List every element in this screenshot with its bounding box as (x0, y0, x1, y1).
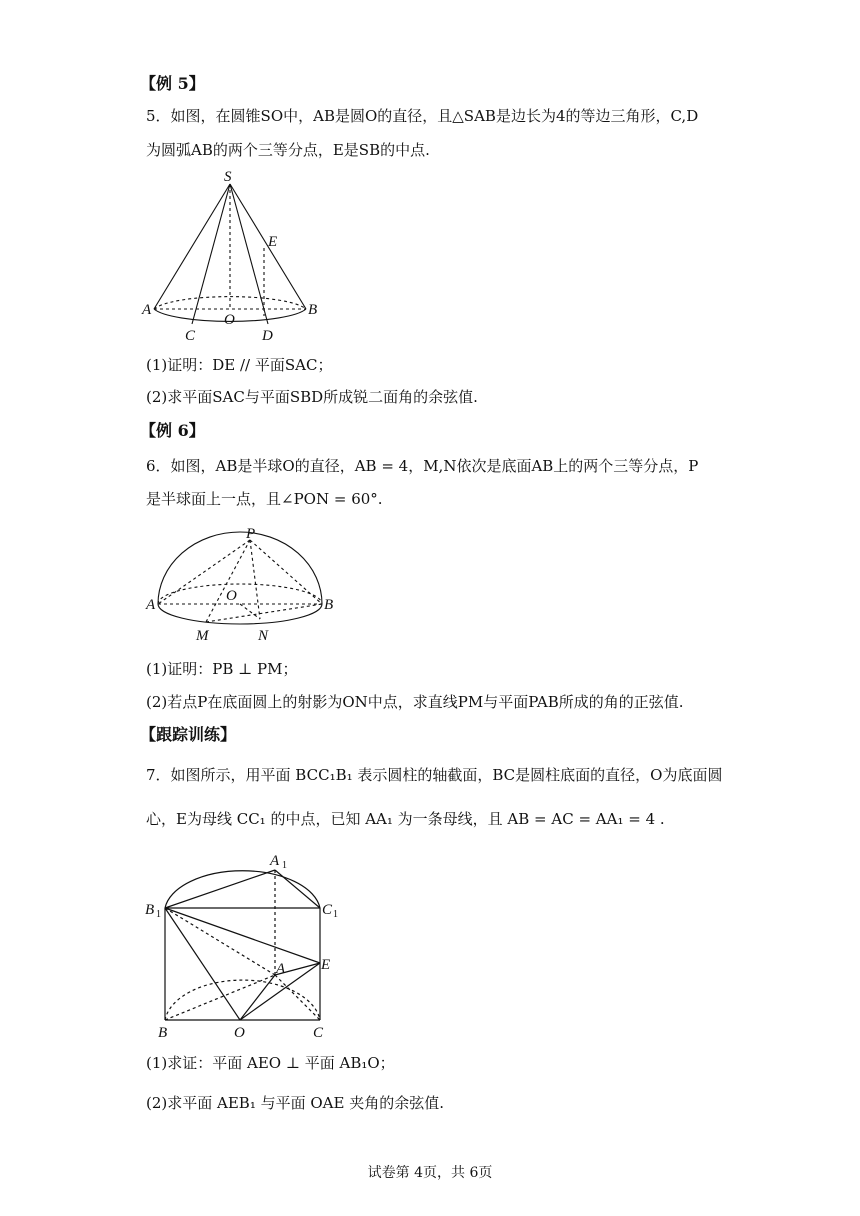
label-B1-subscript: 1 (156, 909, 161, 920)
example-5-heading: 【例 5】 (140, 74, 205, 93)
label-B1: B (145, 902, 155, 918)
ex6-part-1: (1)证明：PB ⊥ PM； (146, 660, 298, 678)
label-A1: A (270, 853, 280, 869)
label-B: B (158, 1025, 168, 1041)
label-O: O (226, 588, 237, 604)
label-C1: C (322, 902, 333, 918)
training-question-line-1: 7．如图所示，用平面 BCC₁B₁ 表示圆柱的轴截面，BC是圆柱底面的直径，O为底面圆 (146, 766, 723, 784)
ex6-part-2: (2)若点P在底面圆上的射影为ON中点，求直线PM与平面PAB所成的角的正弦值. (146, 693, 684, 711)
label-C: C (185, 328, 196, 344)
ex5-question-line-2: 为圆弧AB的两个三等分点，E是SB的中点. (146, 141, 430, 159)
label-O: O (234, 1025, 245, 1041)
label-S: S (224, 169, 232, 185)
page-footer: 试卷第 4页，共 6页 (367, 1165, 493, 1181)
training-part-2: (2)求平面 AEB₁ 与平面 OAE 夹角的余弦值. (146, 1094, 444, 1112)
label-C: C (313, 1025, 324, 1041)
label-P: P (246, 526, 256, 542)
ex6-question-line-1: 6．如图，AB是半球O的直径，AB = 4，M,N依次是底面AB上的两个三等分点，P (146, 457, 699, 475)
ex5-part-1: (1)证明：DE // 平面SAC； (146, 356, 333, 374)
label-B: B (324, 597, 334, 613)
label-B: B (308, 302, 318, 318)
cone-figure (140, 166, 330, 348)
example-6-heading: 【例 6】 (140, 421, 205, 440)
label-E: E (321, 957, 331, 973)
ex5-question-line-1: 5．如图，在圆锥SO中，AB是圆O的直径，且△SAB是边长为4的等边三角形，C,D (146, 107, 699, 125)
ex6-question-line-2: 是半球面上一点，且∠PON = 60°. (146, 490, 383, 508)
label-A1-subscript: 1 (282, 860, 287, 871)
training-heading: 【跟踪训练】 (140, 725, 237, 744)
label-E: E (268, 234, 278, 250)
ex5-part-2: (2)求平面SAC与平面SBD所成锐二面角的余弦值. (146, 388, 478, 406)
label-M: M (196, 628, 209, 644)
label-N: N (258, 628, 269, 644)
label-O: O (224, 312, 235, 328)
cylinder-figure (140, 845, 340, 1045)
label-C1-subscript: 1 (333, 909, 338, 920)
label-A: A (276, 961, 286, 977)
label-A: A (146, 597, 156, 613)
label-D: D (262, 328, 273, 344)
training-part-1: (1)求证：平面 AEO ⊥ 平面 AB₁O； (146, 1054, 395, 1072)
training-question-line-2: 心，E为母线 CC₁ 的中点，已知 AA₁ 为一条母线，且 AB = AC = AA₁ = 4 . (146, 810, 665, 828)
label-A: A (142, 302, 152, 318)
hemisphere-figure (140, 522, 340, 652)
